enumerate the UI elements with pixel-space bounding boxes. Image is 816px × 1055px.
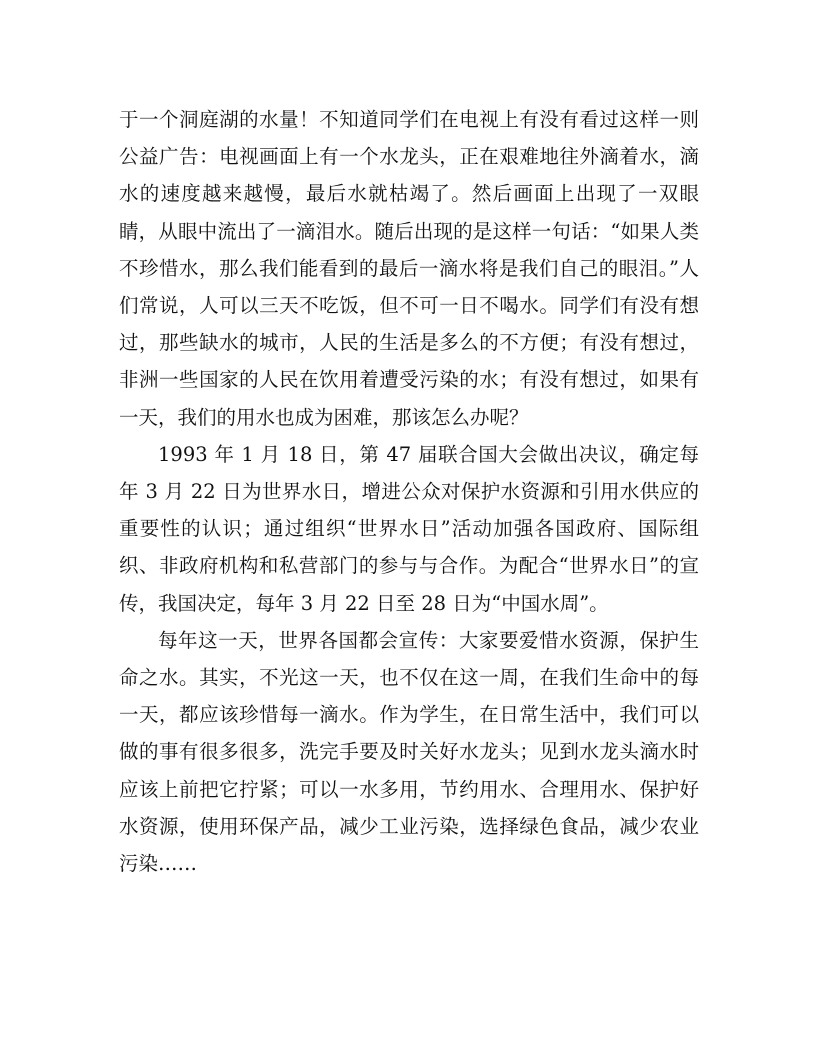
paragraph-2: 1993 年 1 月 18 日，第 47 届联合国大会做出决议，确定每年 3 月 22 日为世界水日，增进公众对保护水资源和引用水供应的重要性的认识；通过组织“世界水日”活动加强各国政府、国际组织、非政府机构和私营部门的参与与合作。为配合“世界水日”的宣传，我国决定，每年 3 月 22 日至 28 日为“中国水周”。 [119, 442, 699, 615]
document-body [119, 101, 699, 882]
paragraph-3: 每年这一天，世界各国都会宣传：大家要爱惜水资源，保护生命之水。其实，不光这一天，也不仅在这一周，在我们生命中的每一天，都应该珍惜每一滴水。作为学生，在日常生活中，我们可以做的事有很多很多，洗完手要及时关好水龙头；见到水龙头滴水时应该上前把它拧紧；可以一水多用，节约用水、合理用水、保护好水资源，使用环保产品，减少工业污染，选择绿色食品，减少农业污染…… [119, 628, 699, 876]
paragraph-1: 于一个洞庭湖的水量！不知道同学们在电视上有没有看过这样一则公益广告：电视画面上有一个水龙头，正在艰难地往外滴着水，滴水的速度越来越慢，最后水就枯竭了。然后画面上出现了一双眼睛，从眼中流出了一滴泪水。随后出现的是这样一句话：“如果人类不珍惜水，那么我们能看到的最后一滴水将是我们自己的眼泪。”人们常说，人可以三天不吃饭，但不可一日不喝水。同学们有没有想过，那些缺水的城市，人民的生活是多么的不方便；有没有想过，非洲一些国家的人民在饮用着遭受污染的水；有没有想过，如果有一天，我们的用水也成为困难，那该怎么办呢？ [119, 108, 699, 429]
